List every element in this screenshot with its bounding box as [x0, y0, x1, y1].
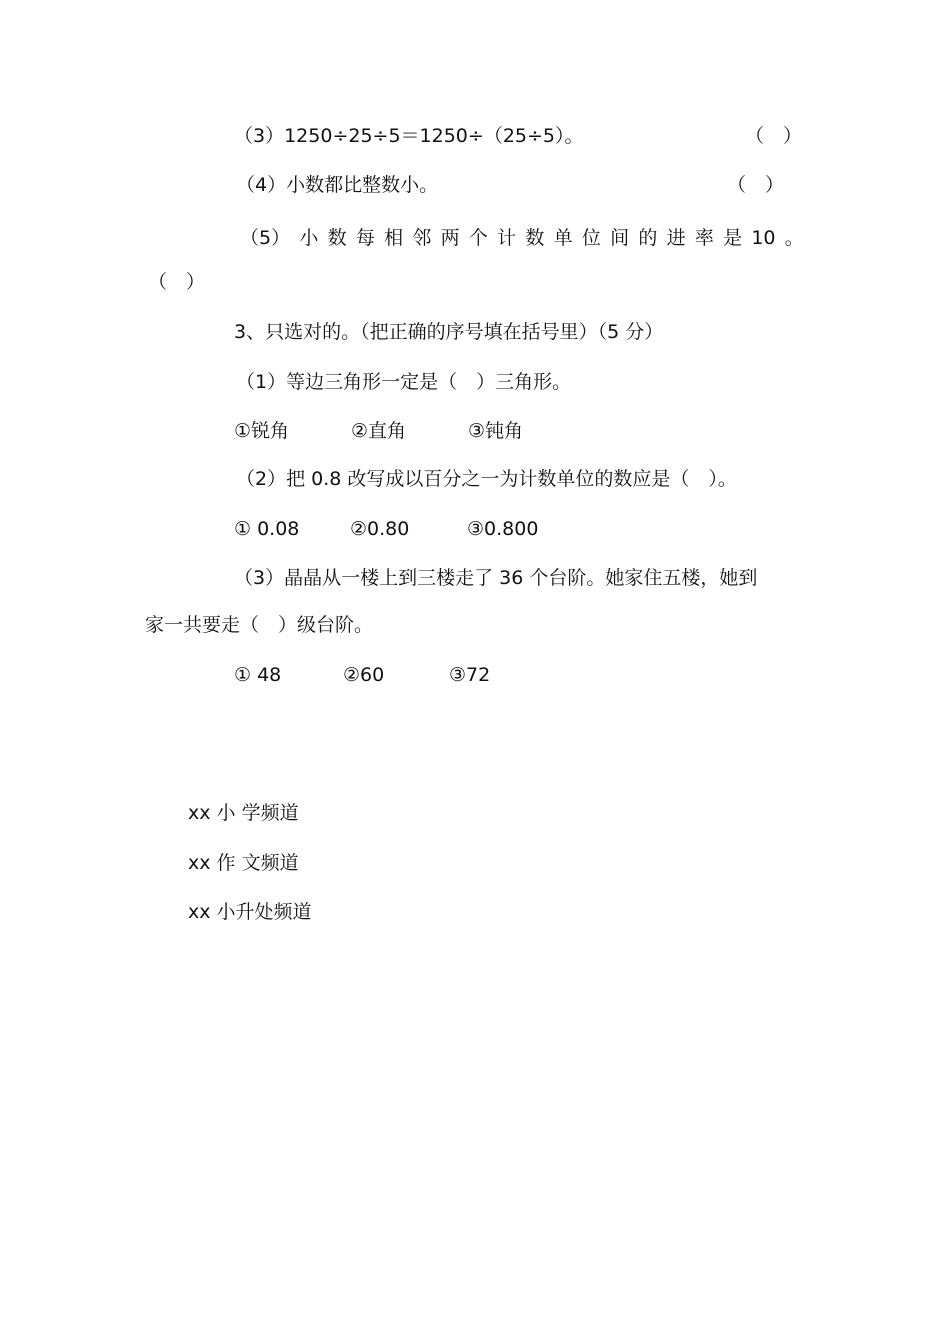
- question-char: 单: [553, 227, 573, 249]
- question-text: （4）小数都比整数小。: [236, 174, 439, 196]
- question-2-3: [234, 124, 802, 148]
- option-2: ②60: [343, 664, 385, 686]
- question-char: 数: [525, 227, 545, 249]
- question-char: 10: [751, 227, 776, 249]
- footer-link-middle-school-entry[interactable]: xx 小升处频道: [188, 901, 312, 923]
- question-3-1-options: [234, 419, 523, 443]
- option-1: ① 0.08: [234, 518, 300, 540]
- question-3-3-line-2: 家一共要走（ ）级台阶。: [145, 614, 374, 636]
- question-char: 数: [327, 227, 347, 249]
- question-3-2-options: [234, 517, 538, 541]
- question-char: 小: [299, 227, 319, 249]
- question-char: （5）: [240, 227, 291, 249]
- answer-bracket: （ ）: [744, 125, 802, 147]
- option-3: ③0.800: [467, 518, 539, 540]
- question-3-2: （2）把 0.8 改写成以百分之一为计数单位的数应是（ ）。: [236, 468, 737, 490]
- option-1: ①锐角: [234, 420, 290, 442]
- option-1: ① 48: [234, 664, 282, 686]
- question-char: 间: [610, 227, 630, 249]
- footer-link-composition[interactable]: xx 作 文频道: [188, 852, 299, 874]
- question-char: 位: [581, 227, 601, 249]
- question-char: 计: [497, 227, 517, 249]
- footer-link-primary-school[interactable]: xx 小 学频道: [188, 802, 299, 824]
- question-text: （3）1250÷25÷5＝1250÷（25÷5）。: [234, 125, 584, 147]
- question-char: 率: [694, 227, 714, 249]
- question-3-3-line-1: （3）晶晶从一楼上到三楼走了 36 个台阶。她家住五楼，她到: [234, 567, 758, 589]
- answer-bracket: （ ）: [148, 271, 206, 293]
- question-char: 个: [468, 227, 488, 249]
- question-char: 两: [440, 227, 460, 249]
- question-char: 进: [666, 227, 686, 249]
- question-char: 的: [638, 227, 658, 249]
- option-2: ②0.80: [350, 518, 410, 540]
- question-char: 相: [384, 227, 404, 249]
- question-char: 每: [355, 227, 375, 249]
- question-char: 是: [723, 227, 743, 249]
- question-2-5: [240, 226, 804, 250]
- question-char: 。: [784, 227, 804, 249]
- section-3-heading: 3、只选对的。（把正确的序号填在括号里）（5 分）: [234, 321, 664, 343]
- option-3: ③钝角: [468, 420, 524, 442]
- option-3: ③72: [449, 664, 491, 686]
- question-3-1: （1）等边三角形一定是（ ）三角形。: [236, 371, 572, 393]
- question-3-3-options: [234, 663, 490, 687]
- answer-bracket: （ ）: [726, 174, 784, 196]
- option-2: ②直角: [351, 420, 407, 442]
- question-2-4: [236, 173, 784, 197]
- question-char: 邻: [412, 227, 432, 249]
